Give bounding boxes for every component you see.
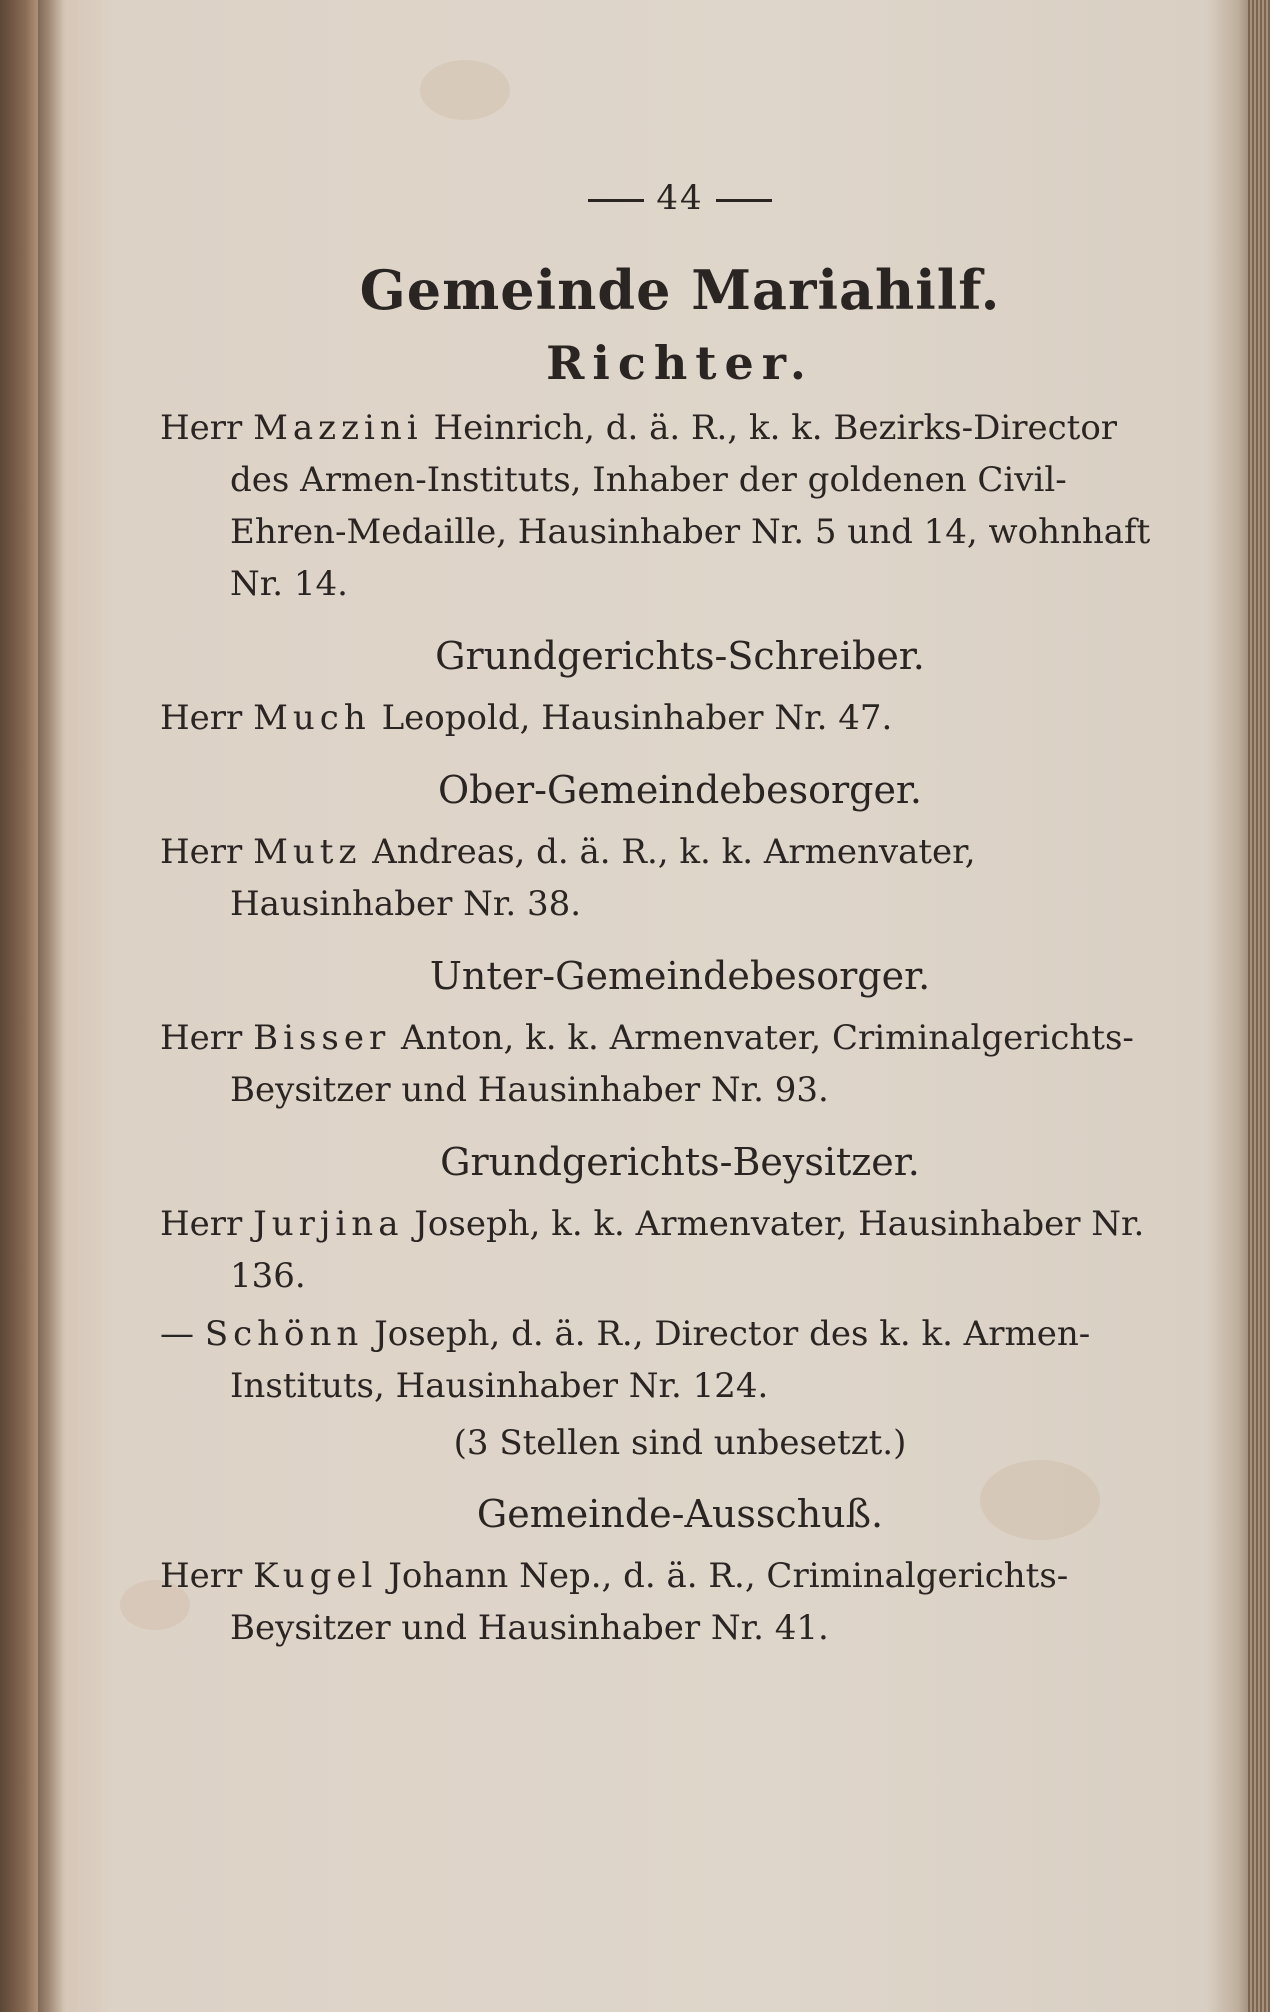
entry	[160, 1308, 1200, 1412]
section-heading: Grundgerichts-Beysitzer.	[440, 1140, 920, 1184]
page-number-dash	[588, 199, 644, 202]
entry	[160, 692, 1200, 744]
entry-prefix: —	[160, 1314, 194, 1354]
entry-name: Schönn	[204, 1314, 364, 1354]
entry-prefix: Herr	[160, 832, 243, 872]
entry-prefix: Herr	[160, 1018, 243, 1058]
entry-name: Jurjina	[253, 1204, 404, 1244]
entry	[160, 1198, 1200, 1302]
entry-text: Heinrich, d. ä. R., k. k. Bezirks-Director des Armen-Instituts, Inhaber der goldenen Civil-Ehren-Medaille, Hausinhaber Nr. 5 und 14, wohnhaft Nr. 14.	[230, 408, 1151, 604]
page-number	[160, 178, 1200, 218]
entry-text: Anton, k. k. Armenvater, Criminalgerichts-Beysitzer und Hausinhaber Nr. 93.	[230, 1018, 1134, 1110]
page-number-text: 44	[656, 178, 704, 218]
section-heading: Richter.	[546, 336, 814, 390]
entry-text: Joseph, k. k. Armenvater, Hausinhaber Nr. 136.	[230, 1204, 1145, 1296]
entry-name: Mazzini	[253, 408, 423, 448]
entry-prefix: Herr	[160, 1204, 243, 1244]
entry-name: Mutz	[253, 832, 362, 872]
entry-text: Andreas, d. ä. R., k. k. Armenvater, Hausinhaber Nr. 38.	[230, 832, 976, 924]
page-number-dash	[716, 199, 772, 202]
paper-stain	[420, 60, 510, 120]
page-edges	[1248, 0, 1270, 2012]
vacancy-note: (3 Stellen sind unbesetzt.)	[453, 1423, 907, 1463]
section-heading: Gemeinde-Ausschuß.	[476, 1492, 884, 1536]
entry-text: Johann Nep., d. ä. R., Criminalgerichts-Beysitzer und Hausinhaber Nr. 41.	[230, 1556, 1069, 1648]
page-title: Gemeinde Mariahilf.	[359, 258, 1001, 322]
entry-prefix: Herr	[160, 698, 243, 738]
spine-shadow	[38, 0, 64, 2012]
entry-prefix: Herr	[160, 408, 243, 448]
entry-text: Leopold, Hausinhaber Nr. 47.	[381, 698, 893, 738]
page-content	[160, 150, 1200, 1660]
entry-text: Joseph, d. ä. R., Director des k. k. Armen-Instituts, Hausinhaber Nr. 124.	[230, 1314, 1091, 1406]
entry	[160, 1012, 1200, 1116]
section-heading: Ober-Gemeindebesorger.	[437, 768, 923, 812]
entry	[160, 826, 1200, 930]
entry-name: Kugel	[253, 1556, 378, 1596]
section-heading: Unter-Gemeindebesorger.	[429, 954, 931, 998]
entry	[160, 1550, 1200, 1654]
entry-prefix: Herr	[160, 1556, 243, 1596]
section-heading: Grundgerichts-Schreiber.	[435, 634, 925, 678]
entry	[160, 402, 1200, 610]
entry-name: Much	[253, 698, 371, 738]
entry-name: Bisser	[253, 1018, 391, 1058]
